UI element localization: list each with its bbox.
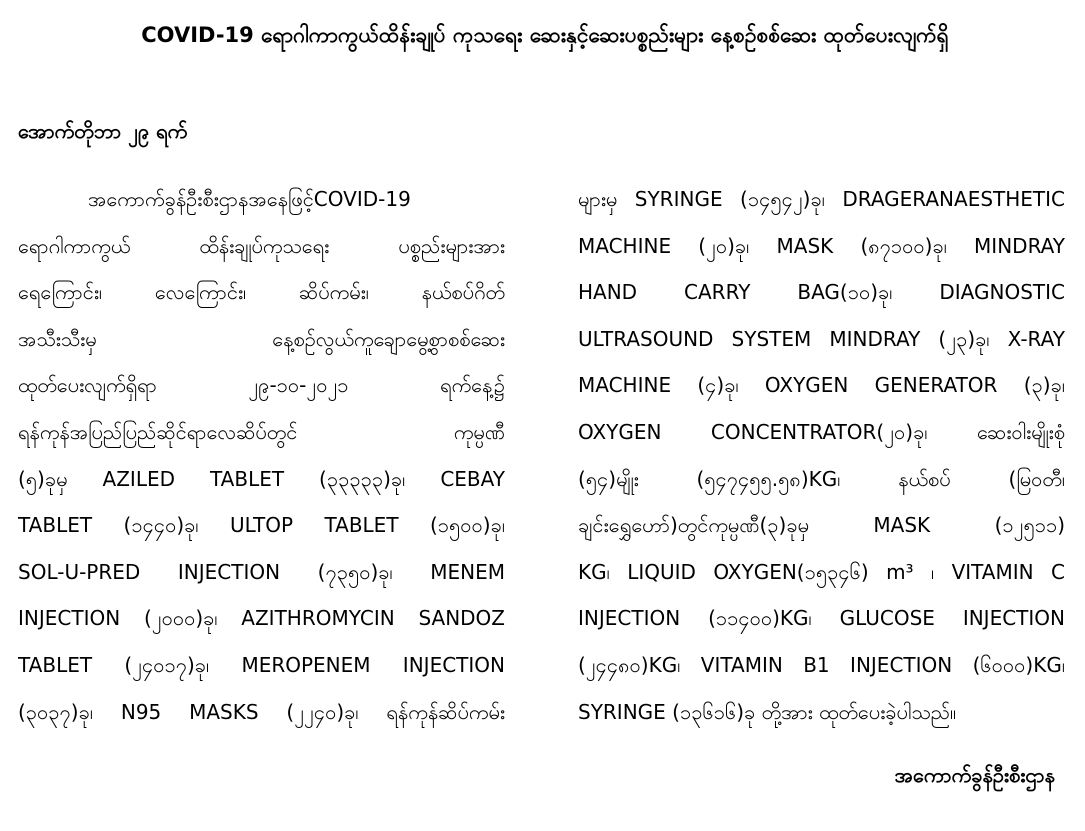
signature: အကောက်ခွန်ဦးစီးဌာန — [894, 763, 1055, 787]
body-line: TABLET (၂၄၀၁၇)ခု၊ MEROPENEM INJECTION — [18, 652, 505, 677]
body-line: အသီးသီးမှ နေ့စဉ်လွယ်ကူချောမွေ့စွာစစ်ဆေး — [18, 326, 505, 351]
body-line: MACHINE (၄)ခု၊ OXYGEN GENERATOR (၃)ခု၊ — [578, 373, 1065, 398]
body-line: SOL-U-PRED INJECTION (၇၃၅၀)ခု၊ MENEM — [18, 559, 505, 584]
dateline: အောက်တိုဘာ ၂၉ ရက် — [18, 119, 188, 143]
body-line: (၃၀၃၇)ခု၊ N95 MASKS (၂၂၄၀)ခု၊ ရန်ကုန်ဆိပ်ကမ်း — [18, 699, 505, 724]
body-column-left — [18, 176, 505, 736]
body-line: MACHINE (၂၀)ခု၊ MASK (၈၇၁၀၀)ခု၊ MINDRAY — [578, 233, 1065, 258]
body-line: (၂၄၄၈၀)KG၊ VITAMIN B1 INJECTION (၆၀၀၀)KG၊ — [578, 652, 1065, 677]
body-line: ရန်ကုန်အပြည်ပြည်ဆိုင်ရာလေဆိပ်တွင် ကုမ္ပဏီ — [18, 419, 505, 444]
body-line: KG၊ LIQUID OXYGEN(၁၅၃၄၆) m³ ၊ VITAMIN C — [578, 559, 1065, 584]
body-line: ရောဂါကာကွယ် ထိန်းချုပ်ကုသရေး ပစ္စည်းများအား — [18, 233, 505, 258]
body-line: INJECTION (၁၁၄၀၀)KG၊ GLUCOSE INJECTION — [578, 606, 1065, 631]
body-line: TABLET (၁၄၄၀)ခု၊ ULTOP TABLET (၁၅၀၀)ခု၊ — [18, 513, 505, 538]
body-column-right — [578, 176, 1065, 736]
body-line: HAND CARRY BAG(၁၀)ခု၊ DIAGNOSTIC — [578, 280, 1065, 305]
body-line: ထုတ်ပေးလျက်ရှိရာ ၂၉-၁၀-၂၀၂၁ ရက်နေ့၌ — [18, 373, 505, 398]
body-line: SYRINGE (၁၃၆၁၆)ခု တို့အား ထုတ်ပေးခဲ့ပါသည်။ — [578, 699, 957, 724]
body-line: OXYGEN CONCENTRATOR(၂၀)ခု၊ ဆေးဝါးမျိုးစုံ — [578, 419, 1065, 444]
body-line: ရေကြောင်း၊ လေကြောင်း၊ ဆိပ်ကမ်း၊ နယ်စပ်ဂိတ် — [18, 280, 505, 305]
body-line: ULTRASOUND SYSTEM MINDRAY (၂၃)ခု၊ X-RAY — [578, 326, 1065, 351]
body-line: အကောက်ခွန်ဦးစီးဌာနအနေဖြင့်COVID-19 — [88, 187, 411, 211]
body-line: များမှ SYRINGE (၁၄၅၄၂)ခု၊ DRAGERANAESTHETIC — [578, 187, 1065, 211]
body-line: (၅)ခုမှ AZILED TABLET (၃၃၃၃၃)ခု၊ CEBAY — [18, 466, 505, 491]
body-line: (၅၄)မျိုး (၅၄၇၄၅၅.၅၈)KG၊ နယ်စပ် (မြဝတီ၊ — [578, 466, 1065, 491]
page-title: COVID-19 ရောဂါကာကွယ်ထိန်းချုပ် ကုသရေး ဆေးနှင့်ဆေးပစ္စည်းများ နေ့စဉ်စစ်ဆေး ထုတ်ပေးလျက်ရှိ — [141, 23, 949, 47]
body-line: ချင်းရွှေဟော်)တွင်ကုမ္ပဏီ(၃)ခုမှ MASK (၁၂၅၁၁) — [578, 513, 1065, 538]
body-line: INJECTION (၂၀၀၀)ခု၊ AZITHROMYCIN SANDOZ — [18, 606, 505, 631]
